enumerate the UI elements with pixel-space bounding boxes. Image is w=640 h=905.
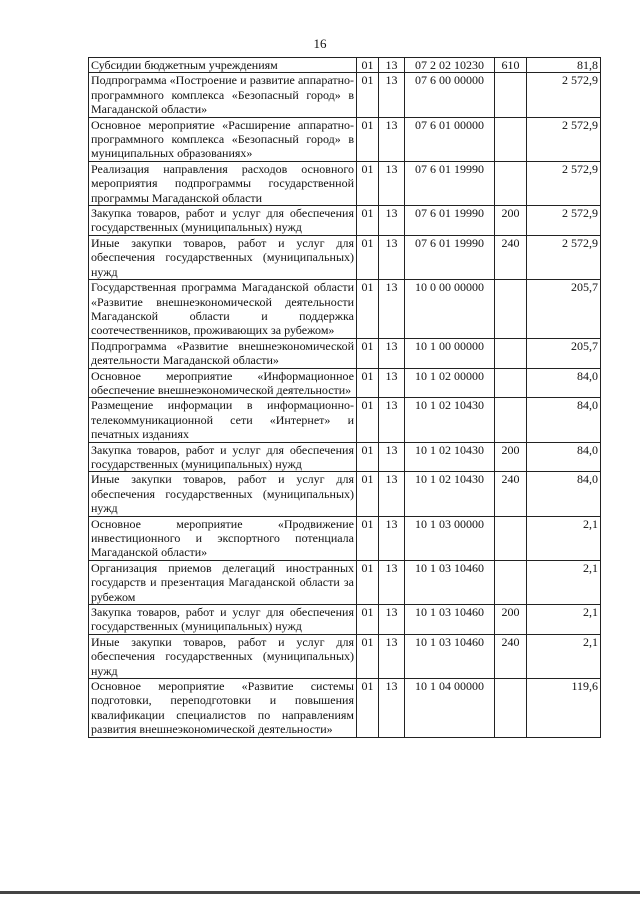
amount: 2,1 <box>527 560 601 604</box>
amount: 205,7 <box>527 280 601 339</box>
subsection-code: 13 <box>379 117 405 161</box>
page-bottom-rule <box>0 891 640 894</box>
table-row <box>89 634 601 678</box>
section-code: 01 <box>357 368 379 398</box>
subsection-code: 13 <box>379 206 405 236</box>
target-article-code: 10 1 02 10430 <box>405 442 495 472</box>
budget-table-body <box>89 58 601 738</box>
subsection-code: 13 <box>379 73 405 117</box>
section-code: 01 <box>357 634 379 678</box>
budget-table <box>88 57 601 738</box>
section-code: 01 <box>357 560 379 604</box>
expense-type-code <box>495 516 527 560</box>
table-row <box>89 235 601 279</box>
table-row <box>89 516 601 560</box>
row-name: Закупка товаров, работ и услуг для обеспечения государственных (муниципальных) нужд <box>89 605 357 635</box>
target-article-code: 10 0 00 00000 <box>405 280 495 339</box>
amount: 2 572,9 <box>527 117 601 161</box>
amount: 2 572,9 <box>527 161 601 205</box>
section-code: 01 <box>357 442 379 472</box>
target-article-code: 10 1 02 00000 <box>405 368 495 398</box>
amount: 2 572,9 <box>527 206 601 236</box>
section-code: 01 <box>357 206 379 236</box>
subsection-code: 13 <box>379 560 405 604</box>
row-name: Реализация направления расходов основного мероприятия подпрограммы государственной программы Магаданской области <box>89 161 357 205</box>
expense-type-code: 200 <box>495 605 527 635</box>
table-row <box>89 605 601 635</box>
table-row <box>89 679 601 738</box>
table-row <box>89 117 601 161</box>
section-code: 01 <box>357 73 379 117</box>
row-name: Основное мероприятие «Расширение аппаратно-программного комплекса «Безопасный город» в муниципальных образованиях» <box>89 117 357 161</box>
row-name: Основное мероприятие «Информационное обеспечение внешнеэкономической деятельности» <box>89 368 357 398</box>
row-name: Закупка товаров, работ и услуг для обеспечения государственных (муниципальных) нужд <box>89 442 357 472</box>
table-row <box>89 472 601 516</box>
expense-type-code <box>495 73 527 117</box>
expense-type-code: 240 <box>495 634 527 678</box>
table-row <box>89 442 601 472</box>
section-code: 01 <box>357 117 379 161</box>
table-row <box>89 58 601 73</box>
row-name: Субсидии бюджетным учреждениям <box>89 58 357 73</box>
amount: 2,1 <box>527 605 601 635</box>
amount: 2 572,9 <box>527 73 601 117</box>
row-name: Подпрограмма «Построение и развитие аппаратно-программного комплекса «Безопасный город» в Магаданской области» <box>89 73 357 117</box>
target-article-code: 10 1 04 00000 <box>405 679 495 738</box>
target-article-code: 07 6 01 19990 <box>405 235 495 279</box>
expense-type-code: 240 <box>495 235 527 279</box>
row-name: Организация приемов делегаций иностранных государств и презентация Магаданской области за рубежом <box>89 560 357 604</box>
amount: 2,1 <box>527 516 601 560</box>
expense-type-code <box>495 280 527 339</box>
amount: 2,1 <box>527 634 601 678</box>
expense-type-code <box>495 560 527 604</box>
table-row <box>89 161 601 205</box>
subsection-code: 13 <box>379 679 405 738</box>
subsection-code: 13 <box>379 368 405 398</box>
table-row <box>89 338 601 368</box>
target-article-code: 07 6 01 00000 <box>405 117 495 161</box>
target-article-code: 10 1 02 10430 <box>405 472 495 516</box>
row-name: Закупка товаров, работ и услуг для обеспечения государственных (муниципальных) нужд <box>89 206 357 236</box>
target-article-code: 07 6 01 19990 <box>405 161 495 205</box>
subsection-code: 13 <box>379 442 405 472</box>
section-code: 01 <box>357 338 379 368</box>
amount: 84,0 <box>527 398 601 442</box>
table-row <box>89 398 601 442</box>
section-code: 01 <box>357 605 379 635</box>
amount: 2 572,9 <box>527 235 601 279</box>
row-name: Иные закупки товаров, работ и услуг для обеспечения государственных (муниципальных) нужд <box>89 634 357 678</box>
expense-type-code: 240 <box>495 472 527 516</box>
expense-type-code <box>495 117 527 161</box>
subsection-code: 13 <box>379 472 405 516</box>
amount: 84,0 <box>527 472 601 516</box>
amount: 84,0 <box>527 442 601 472</box>
subsection-code: 13 <box>379 605 405 635</box>
target-article-code: 10 1 02 10430 <box>405 398 495 442</box>
amount: 205,7 <box>527 338 601 368</box>
expense-type-code <box>495 679 527 738</box>
row-name: Размещение информации в информационно-телекоммуникационной сети «Интернет» и печатных изданиях <box>89 398 357 442</box>
section-code: 01 <box>357 235 379 279</box>
subsection-code: 13 <box>379 634 405 678</box>
row-name: Подпрограмма «Развитие внешнеэкономической деятельности Магаданской области» <box>89 338 357 368</box>
amount: 119,6 <box>527 679 601 738</box>
section-code: 01 <box>357 516 379 560</box>
subsection-code: 13 <box>379 338 405 368</box>
expense-type-code <box>495 338 527 368</box>
table-row <box>89 280 601 339</box>
target-article-code: 07 2 02 10230 <box>405 58 495 73</box>
section-code: 01 <box>357 58 379 73</box>
page-number: 16 <box>313 36 327 51</box>
target-article-code: 10 1 03 10460 <box>405 605 495 635</box>
target-article-code: 10 1 00 00000 <box>405 338 495 368</box>
target-article-code: 10 1 03 10460 <box>405 560 495 604</box>
table-row <box>89 206 601 236</box>
amount: 81,8 <box>527 58 601 73</box>
table-row <box>89 368 601 398</box>
amount: 84,0 <box>527 368 601 398</box>
subsection-code: 13 <box>379 280 405 339</box>
row-name: Иные закупки товаров, работ и услуг для обеспечения государственных (муниципальных) нужд <box>89 472 357 516</box>
section-code: 01 <box>357 398 379 442</box>
target-article-code: 07 6 00 00000 <box>405 73 495 117</box>
row-name: Основное мероприятие «Развитие системы подготовки, переподготовки и повышения квалификации специалистов по направлениям развития внешнеэкономической деятельности» <box>89 679 357 738</box>
expense-type-code: 200 <box>495 442 527 472</box>
target-article-code: 10 1 03 00000 <box>405 516 495 560</box>
expense-type-code <box>495 368 527 398</box>
expense-type-code: 610 <box>495 58 527 73</box>
subsection-code: 13 <box>379 235 405 279</box>
table-row <box>89 73 601 117</box>
target-article-code: 07 6 01 19990 <box>405 206 495 236</box>
subsection-code: 13 <box>379 398 405 442</box>
section-code: 01 <box>357 161 379 205</box>
expense-type-code <box>495 161 527 205</box>
target-article-code: 10 1 03 10460 <box>405 634 495 678</box>
expense-type-code: 200 <box>495 206 527 236</box>
section-code: 01 <box>357 679 379 738</box>
subsection-code: 13 <box>379 58 405 73</box>
section-code: 01 <box>357 472 379 516</box>
subsection-code: 13 <box>379 516 405 560</box>
subsection-code: 13 <box>379 161 405 205</box>
section-code: 01 <box>357 280 379 339</box>
expense-type-code <box>495 398 527 442</box>
row-name: Иные закупки товаров, работ и услуг для обеспечения государственных (муниципальных) нужд <box>89 235 357 279</box>
row-name: Основное мероприятие «Продвижение инвестиционного и экспортного потенциала Магаданской области» <box>89 516 357 560</box>
table-row <box>89 560 601 604</box>
row-name: Государственная программа Магаданской области «Развитие внешнеэкономической деятельности Магаданской области и поддержка соотечественников, проживающих за рубежом» <box>89 280 357 339</box>
